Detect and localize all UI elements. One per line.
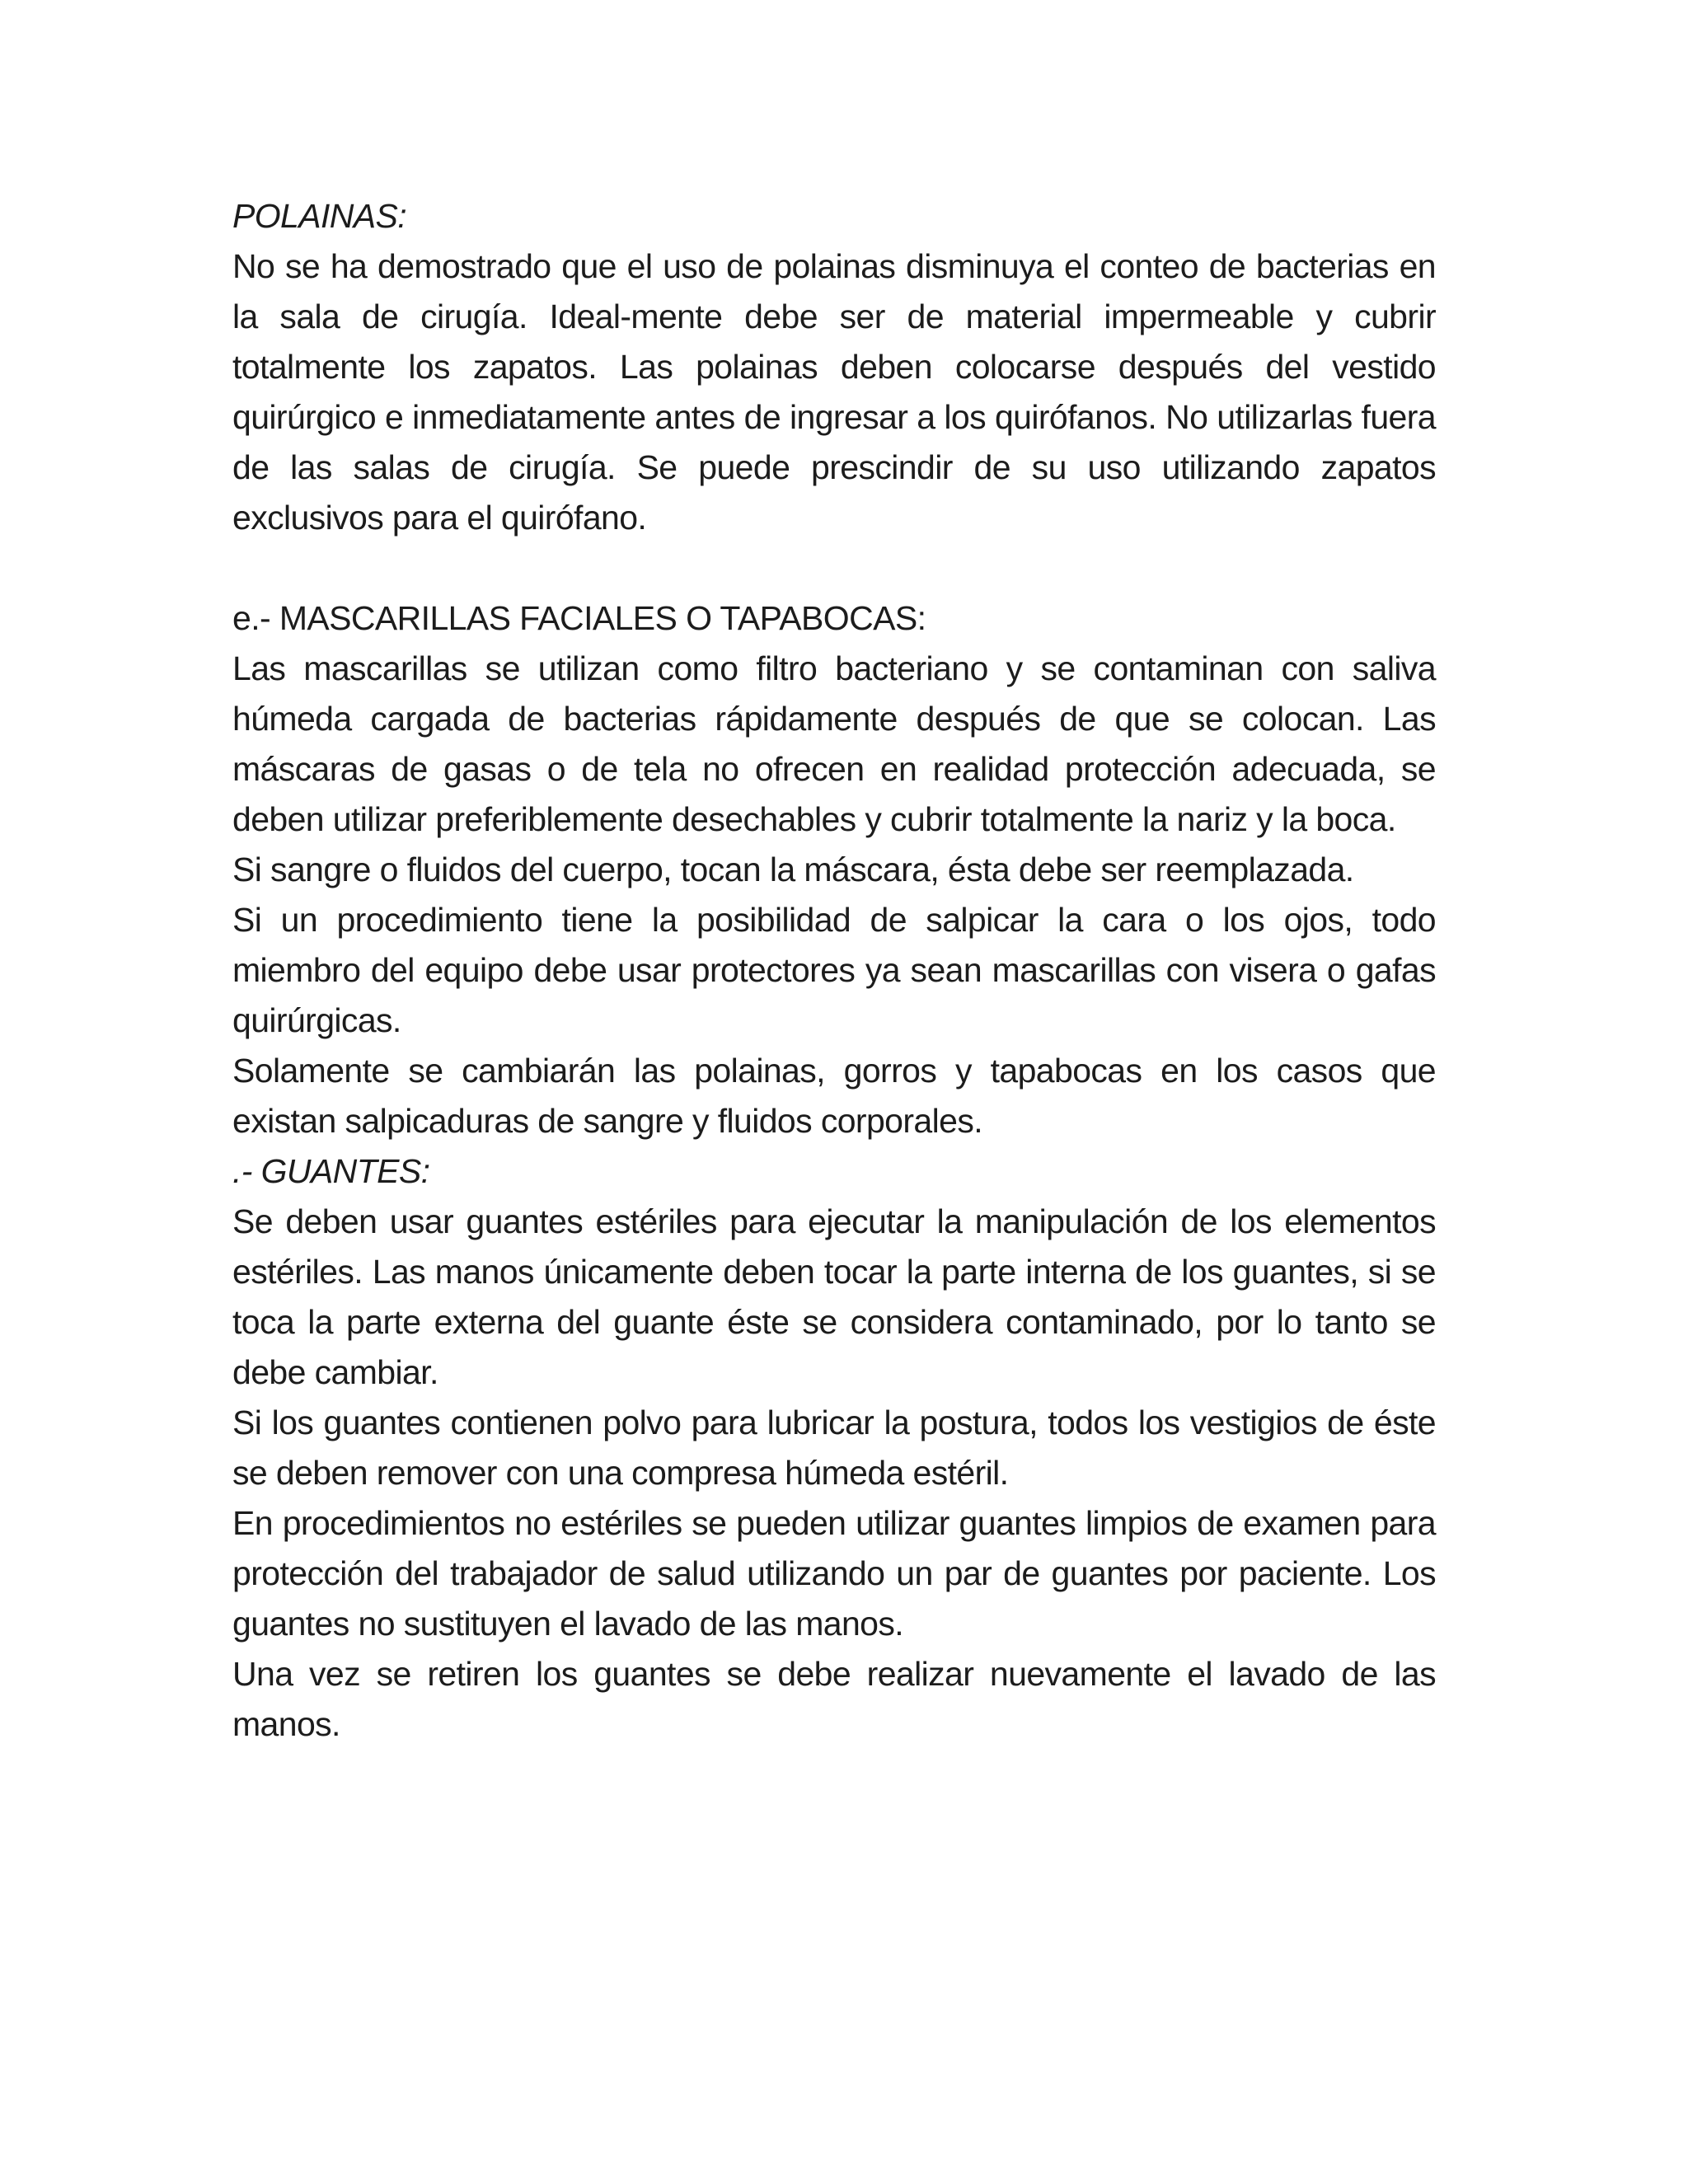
guantes-paragraph-3: En procedimientos no estériles se pueden utilizar guantes limpios de examen para protección del trabajador de salud utilizando un par de guantes por paciente. Los guantes no sustituyen el lavado de las manos. <box>232 1504 1436 1643</box>
document-page <box>232 191 1436 1750</box>
mascarillas-paragraph-3: Si un procedimiento tiene la posibilidad de salpicar la cara o los ojos, todo miembro del equipo debe usar protectores ya sean mascarillas con visera o gafas quirúrgicas. <box>232 901 1436 1039</box>
section-spacer <box>232 543 1436 593</box>
guantes-paragraph-4: Una vez se retiren los guantes se debe realizar nuevamente el lavado de las manos. <box>232 1655 1436 1743</box>
guantes-heading: .- GUANTES: <box>232 1152 430 1190</box>
polainas-heading: POLAINAS: <box>232 197 407 235</box>
mascarillas-paragraph-4: Solamente se cambiarán las polainas, gorros y tapabocas en los casos que existan salpicaduras de sangre y fluidos corporales. <box>232 1052 1436 1140</box>
guantes-paragraph-2: Si los guantes contienen polvo para lubricar la postura, todos los vestigios de éste se deben remover con una compresa húmeda estéril. <box>232 1404 1436 1492</box>
mascarillas-paragraph-2: Si sangre o fluidos del cuerpo, tocan la máscara, ésta debe ser reemplazada. <box>232 851 1354 888</box>
mascarillas-heading: e.- MASCARILLAS FACIALES O TAPABOCAS: <box>232 599 926 637</box>
guantes-paragraph-1: Se deben usar guantes estériles para ejecutar la manipulación de los elementos estériles. Las manos únicamente deben tocar la parte interna de los guantes, si se toca la parte externa del guante éste se considera contaminado, por lo tanto se debe cambiar. <box>232 1202 1436 1391</box>
polainas-paragraph: No se ha demostrado que el uso de polainas disminuya el conteo de bacterias en la sala de cirugía. Ideal-mente debe ser de material impermeable y cubrir totalmente los zapatos. Las polainas deben colocarse después del vestido quirúrgico e inmediatamente antes de ingresar a los quirófanos. No utilizarlas fuera de las salas de cirugía. Se puede prescindir de su uso utilizando zapatos exclusivos para el quirófano. <box>232 247 1436 537</box>
mascarillas-paragraph-1: Las mascarillas se utilizan como filtro bacteriano y se contaminan con saliva húmeda cargada de bacterias rápidamente después de que se colocan. Las máscaras de gasas o de tela no ofrecen en realidad protección adecuada, se deben utilizar preferiblemente desechables y cubrir totalmente la nariz y la boca. <box>232 649 1436 838</box>
